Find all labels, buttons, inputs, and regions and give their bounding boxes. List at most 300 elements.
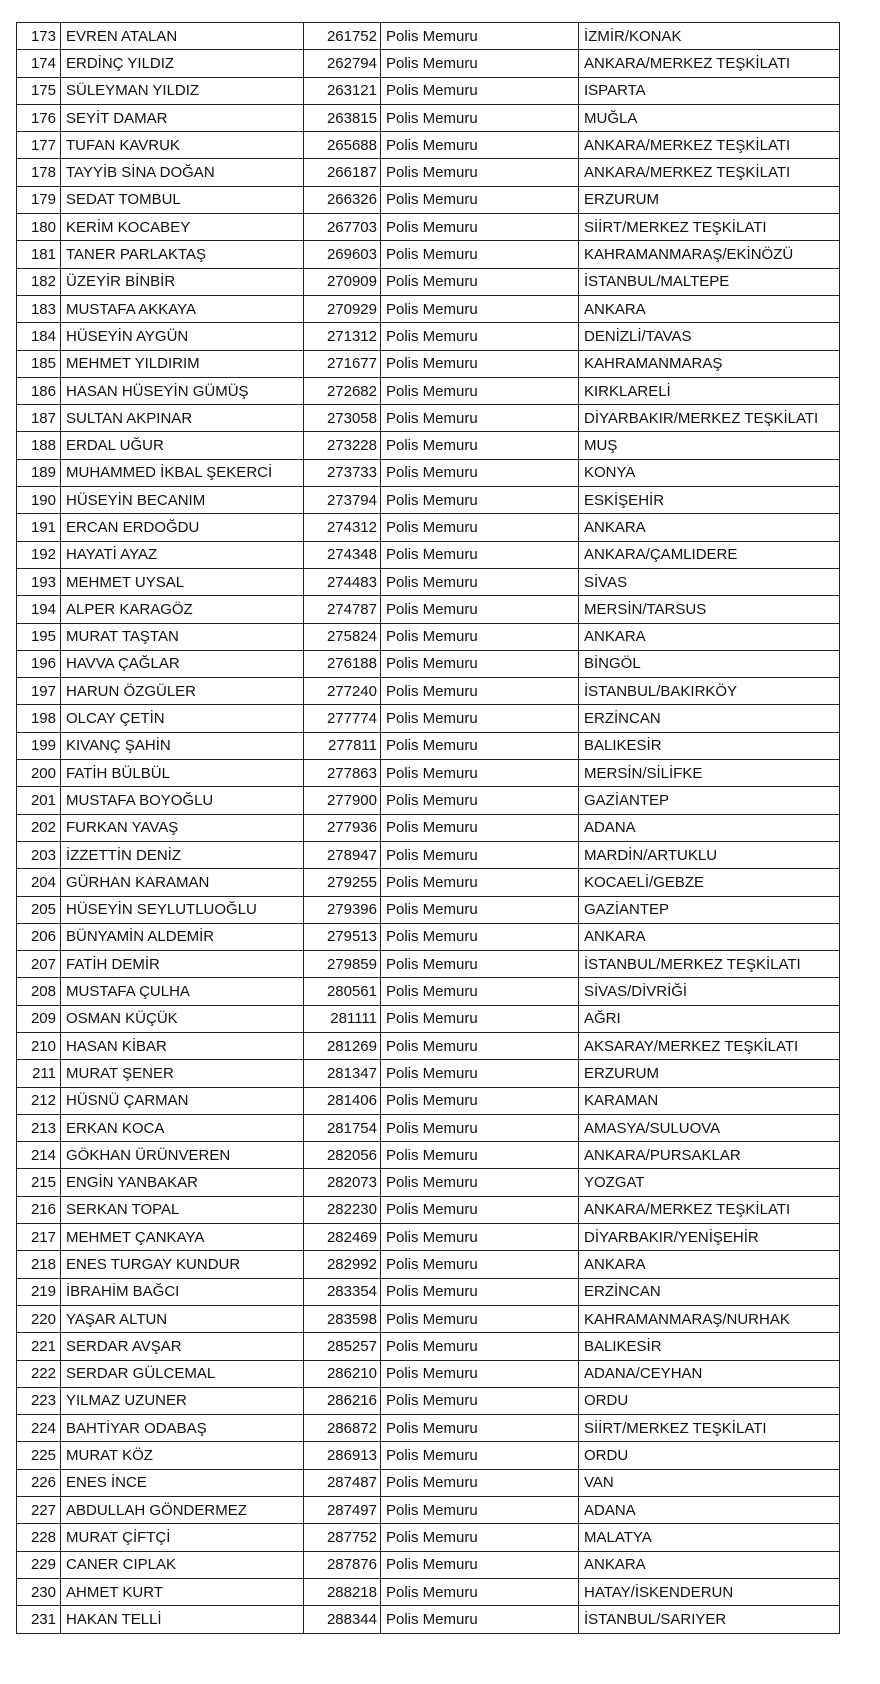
registry-number-cell: 282073	[304, 1169, 381, 1196]
rank-cell: Polis Memuru	[381, 1360, 579, 1387]
registry-number-cell: 265688	[304, 132, 381, 159]
full-name-cell: MEHMET UYSAL	[61, 568, 304, 595]
registry-number-cell: 280561	[304, 978, 381, 1005]
row-number-cell: 231	[17, 1606, 61, 1633]
full-name-cell: MURAT ÇİFTÇİ	[61, 1524, 304, 1551]
unit-cell: MUŞ	[579, 432, 840, 459]
unit-cell: ISPARTA	[579, 77, 840, 104]
registry-number-cell: 277863	[304, 760, 381, 787]
full-name-cell: ALPER KARAGÖZ	[61, 596, 304, 623]
unit-cell: İZMİR/KONAK	[579, 23, 840, 50]
rank-cell: Polis Memuru	[381, 405, 579, 432]
rank-cell: Polis Memuru	[381, 1005, 579, 1032]
table-row	[17, 77, 840, 104]
rank-cell: Polis Memuru	[381, 295, 579, 322]
unit-cell: AKSARAY/MERKEZ TEŞKİLATI	[579, 1032, 840, 1059]
row-number-cell: 182	[17, 268, 61, 295]
full-name-cell: EVREN ATALAN	[61, 23, 304, 50]
unit-cell: AĞRI	[579, 1005, 840, 1032]
table-row	[17, 459, 840, 486]
table-row	[17, 186, 840, 213]
full-name-cell: OLCAY ÇETİN	[61, 705, 304, 732]
rank-cell: Polis Memuru	[381, 623, 579, 650]
rank-cell: Polis Memuru	[381, 1333, 579, 1360]
full-name-cell: HAYATİ AYAZ	[61, 541, 304, 568]
full-name-cell: OSMAN KÜÇÜK	[61, 1005, 304, 1032]
full-name-cell: CANER CIPLAK	[61, 1551, 304, 1578]
rank-cell: Polis Memuru	[381, 814, 579, 841]
rank-cell: Polis Memuru	[381, 869, 579, 896]
table-row	[17, 1305, 840, 1332]
row-number-cell: 186	[17, 377, 61, 404]
rank-cell: Polis Memuru	[381, 514, 579, 541]
rank-cell: Polis Memuru	[381, 732, 579, 759]
full-name-cell: MURAT TAŞTAN	[61, 623, 304, 650]
unit-cell: ANKARA/MERKEZ TEŞKİLATI	[579, 50, 840, 77]
unit-cell: ANKARA	[579, 923, 840, 950]
row-number-cell: 173	[17, 23, 61, 50]
registry-number-cell: 270909	[304, 268, 381, 295]
registry-number-cell: 278947	[304, 841, 381, 868]
rank-cell: Polis Memuru	[381, 1169, 579, 1196]
row-number-cell: 177	[17, 132, 61, 159]
unit-cell: VAN	[579, 1469, 840, 1496]
full-name-cell: TUFAN KAVRUK	[61, 132, 304, 159]
row-number-cell: 215	[17, 1169, 61, 1196]
full-name-cell: HÜSEYİN SEYLUTLUOĞLU	[61, 896, 304, 923]
table-row	[17, 1415, 840, 1442]
unit-cell: ORDU	[579, 1442, 840, 1469]
row-number-cell: 204	[17, 869, 61, 896]
registry-number-cell: 266326	[304, 186, 381, 213]
row-number-cell: 225	[17, 1442, 61, 1469]
full-name-cell: ERCAN ERDOĞDU	[61, 514, 304, 541]
full-name-cell: MUSTAFA ÇULHA	[61, 978, 304, 1005]
rank-cell: Polis Memuru	[381, 705, 579, 732]
row-number-cell: 226	[17, 1469, 61, 1496]
full-name-cell: ERDAL UĞUR	[61, 432, 304, 459]
table-row	[17, 1524, 840, 1551]
unit-cell: KIRKLARELİ	[579, 377, 840, 404]
row-number-cell: 222	[17, 1360, 61, 1387]
registry-number-cell: 282469	[304, 1224, 381, 1251]
rank-cell: Polis Memuru	[381, 787, 579, 814]
registry-number-cell: 281111	[304, 1005, 381, 1032]
registry-number-cell: 277811	[304, 732, 381, 759]
full-name-cell: KERİM KOCABEY	[61, 214, 304, 241]
rank-cell: Polis Memuru	[381, 132, 579, 159]
registry-number-cell: 279396	[304, 896, 381, 923]
full-name-cell: MURAT ŞENER	[61, 1060, 304, 1087]
table-row	[17, 896, 840, 923]
full-name-cell: ERKAN KOCA	[61, 1114, 304, 1141]
row-number-cell: 174	[17, 50, 61, 77]
table-row	[17, 104, 840, 131]
table-row	[17, 1087, 840, 1114]
full-name-cell: BÜNYAMİN ALDEMİR	[61, 923, 304, 950]
unit-cell: ERZİNCAN	[579, 705, 840, 732]
rank-cell: Polis Memuru	[381, 487, 579, 514]
full-name-cell: HÜSNÜ ÇARMAN	[61, 1087, 304, 1114]
full-name-cell: TAYYİB SİNA DOĞAN	[61, 159, 304, 186]
row-number-cell: 205	[17, 896, 61, 923]
registry-number-cell: 283598	[304, 1305, 381, 1332]
rank-cell: Polis Memuru	[381, 896, 579, 923]
row-number-cell: 199	[17, 732, 61, 759]
registry-number-cell: 277240	[304, 678, 381, 705]
rank-cell: Polis Memuru	[381, 1087, 579, 1114]
unit-cell: ANKARA	[579, 514, 840, 541]
rank-cell: Polis Memuru	[381, 459, 579, 486]
rank-cell: Polis Memuru	[381, 951, 579, 978]
unit-cell: YOZGAT	[579, 1169, 840, 1196]
rank-cell: Polis Memuru	[381, 1278, 579, 1305]
full-name-cell: MUSTAFA BOYOĞLU	[61, 787, 304, 814]
unit-cell: ANKARA	[579, 623, 840, 650]
registry-number-cell: 282056	[304, 1142, 381, 1169]
row-number-cell: 196	[17, 650, 61, 677]
table-row	[17, 1578, 840, 1605]
full-name-cell: ENGİN YANBAKAR	[61, 1169, 304, 1196]
table-row	[17, 514, 840, 541]
table-row	[17, 487, 840, 514]
registry-number-cell: 277774	[304, 705, 381, 732]
full-name-cell: SULTAN AKPINAR	[61, 405, 304, 432]
unit-cell: ADANA	[579, 814, 840, 841]
table-row	[17, 623, 840, 650]
row-number-cell: 218	[17, 1251, 61, 1278]
table-row	[17, 1360, 840, 1387]
unit-cell: ANKARA	[579, 1551, 840, 1578]
registry-number-cell: 263121	[304, 77, 381, 104]
unit-cell: SİVAS	[579, 568, 840, 595]
rank-cell: Polis Memuru	[381, 1442, 579, 1469]
unit-cell: ANKARA/MERKEZ TEŞKİLATI	[579, 159, 840, 186]
full-name-cell: AHMET KURT	[61, 1578, 304, 1605]
table-row	[17, 1142, 840, 1169]
table-row	[17, 1060, 840, 1087]
unit-cell: DİYARBAKIR/YENİŞEHİR	[579, 1224, 840, 1251]
registry-number-cell: 285257	[304, 1333, 381, 1360]
registry-number-cell: 274312	[304, 514, 381, 541]
registry-number-cell: 288218	[304, 1578, 381, 1605]
table-row	[17, 23, 840, 50]
rank-cell: Polis Memuru	[381, 159, 579, 186]
table-row	[17, 1278, 840, 1305]
row-number-cell: 221	[17, 1333, 61, 1360]
rank-cell: Polis Memuru	[381, 1551, 579, 1578]
unit-cell: MERSİN/TARSUS	[579, 596, 840, 623]
full-name-cell: ERDİNÇ YILDIZ	[61, 50, 304, 77]
registry-number-cell: 287497	[304, 1497, 381, 1524]
personnel-table	[16, 22, 840, 1634]
table-row	[17, 1469, 840, 1496]
registry-number-cell: 271677	[304, 350, 381, 377]
table-row	[17, 1196, 840, 1223]
rank-cell: Polis Memuru	[381, 50, 579, 77]
row-number-cell: 193	[17, 568, 61, 595]
table-row	[17, 978, 840, 1005]
row-number-cell: 189	[17, 459, 61, 486]
row-number-cell: 214	[17, 1142, 61, 1169]
row-number-cell: 190	[17, 487, 61, 514]
full-name-cell: HÜSEYİN BECANIM	[61, 487, 304, 514]
rank-cell: Polis Memuru	[381, 1469, 579, 1496]
full-name-cell: SÜLEYMAN YILDIZ	[61, 77, 304, 104]
rank-cell: Polis Memuru	[381, 1578, 579, 1605]
row-number-cell: 208	[17, 978, 61, 1005]
rank-cell: Polis Memuru	[381, 568, 579, 595]
row-number-cell: 211	[17, 1060, 61, 1087]
rank-cell: Polis Memuru	[381, 978, 579, 1005]
unit-cell: MUĞLA	[579, 104, 840, 131]
table-row	[17, 1251, 840, 1278]
unit-cell: GAZİANTEP	[579, 787, 840, 814]
rank-cell: Polis Memuru	[381, 77, 579, 104]
unit-cell: ANKARA/PURSAKLAR	[579, 1142, 840, 1169]
rank-cell: Polis Memuru	[381, 1224, 579, 1251]
table-row	[17, 377, 840, 404]
rank-cell: Polis Memuru	[381, 104, 579, 131]
unit-cell: ANKARA/ÇAMLIDERE	[579, 541, 840, 568]
row-number-cell: 212	[17, 1087, 61, 1114]
registry-number-cell: 273058	[304, 405, 381, 432]
full-name-cell: FURKAN YAVAŞ	[61, 814, 304, 841]
row-number-cell: 203	[17, 841, 61, 868]
registry-number-cell: 279513	[304, 923, 381, 950]
row-number-cell: 216	[17, 1196, 61, 1223]
table-row	[17, 1497, 840, 1524]
table-row	[17, 1169, 840, 1196]
full-name-cell: MUHAMMED İKBAL ŞEKERCİ	[61, 459, 304, 486]
unit-cell: İSTANBUL/SARIYER	[579, 1606, 840, 1633]
row-number-cell: 188	[17, 432, 61, 459]
full-name-cell: SERDAR AVŞAR	[61, 1333, 304, 1360]
row-number-cell: 183	[17, 295, 61, 322]
rank-cell: Polis Memuru	[381, 1524, 579, 1551]
registry-number-cell: 288344	[304, 1606, 381, 1633]
table-row	[17, 214, 840, 241]
table-row	[17, 760, 840, 787]
unit-cell: İSTANBUL/MERKEZ TEŞKİLATI	[579, 951, 840, 978]
table-row	[17, 1032, 840, 1059]
unit-cell: DENİZLİ/TAVAS	[579, 323, 840, 350]
row-number-cell: 229	[17, 1551, 61, 1578]
unit-cell: AMASYA/SULUOVA	[579, 1114, 840, 1141]
rank-cell: Polis Memuru	[381, 377, 579, 404]
unit-cell: ERZURUM	[579, 186, 840, 213]
registry-number-cell: 261752	[304, 23, 381, 50]
table-row	[17, 350, 840, 377]
rank-cell: Polis Memuru	[381, 923, 579, 950]
rank-cell: Polis Memuru	[381, 268, 579, 295]
rank-cell: Polis Memuru	[381, 1251, 579, 1278]
rank-cell: Polis Memuru	[381, 241, 579, 268]
full-name-cell: MEHMET ÇANKAYA	[61, 1224, 304, 1251]
row-number-cell: 202	[17, 814, 61, 841]
table-row	[17, 869, 840, 896]
full-name-cell: HASAN KİBAR	[61, 1032, 304, 1059]
full-name-cell: FATİH BÜLBÜL	[61, 760, 304, 787]
row-number-cell: 213	[17, 1114, 61, 1141]
table-row	[17, 1442, 840, 1469]
table-row	[17, 841, 840, 868]
unit-cell: GAZİANTEP	[579, 896, 840, 923]
unit-cell: KAHRAMANMARAŞ/NURHAK	[579, 1305, 840, 1332]
full-name-cell: FATİH DEMİR	[61, 951, 304, 978]
unit-cell: ESKİŞEHİR	[579, 487, 840, 514]
unit-cell: ADANA	[579, 1497, 840, 1524]
table-row	[17, 814, 840, 841]
unit-cell: HATAY/İSKENDERUN	[579, 1578, 840, 1605]
table-row	[17, 1387, 840, 1414]
registry-number-cell: 267703	[304, 214, 381, 241]
full-name-cell: GÜRHAN KARAMAN	[61, 869, 304, 896]
row-number-cell: 184	[17, 323, 61, 350]
full-name-cell: ÜZEYİR BİNBİR	[61, 268, 304, 295]
rank-cell: Polis Memuru	[381, 323, 579, 350]
table-row	[17, 650, 840, 677]
row-number-cell: 210	[17, 1032, 61, 1059]
table-row	[17, 568, 840, 595]
row-number-cell: 176	[17, 104, 61, 131]
row-number-cell: 185	[17, 350, 61, 377]
rank-cell: Polis Memuru	[381, 1114, 579, 1141]
table-row	[17, 295, 840, 322]
registry-number-cell: 275824	[304, 623, 381, 650]
registry-number-cell: 286210	[304, 1360, 381, 1387]
row-number-cell: 187	[17, 405, 61, 432]
registry-number-cell: 286872	[304, 1415, 381, 1442]
row-number-cell: 191	[17, 514, 61, 541]
row-number-cell: 178	[17, 159, 61, 186]
table-row	[17, 678, 840, 705]
registry-number-cell: 283354	[304, 1278, 381, 1305]
full-name-cell: MUSTAFA AKKAYA	[61, 295, 304, 322]
unit-cell: KAHRAMANMARAŞ/EKİNÖZÜ	[579, 241, 840, 268]
table-body	[17, 23, 840, 1634]
registry-number-cell: 281754	[304, 1114, 381, 1141]
rank-cell: Polis Memuru	[381, 1415, 579, 1442]
row-number-cell: 207	[17, 951, 61, 978]
unit-cell: ERZİNCAN	[579, 1278, 840, 1305]
rank-cell: Polis Memuru	[381, 1497, 579, 1524]
unit-cell: MARDİN/ARTUKLU	[579, 841, 840, 868]
rank-cell: Polis Memuru	[381, 678, 579, 705]
table-row	[17, 1114, 840, 1141]
full-name-cell: HAKAN TELLİ	[61, 1606, 304, 1633]
row-number-cell: 175	[17, 77, 61, 104]
rank-cell: Polis Memuru	[381, 1196, 579, 1223]
row-number-cell: 197	[17, 678, 61, 705]
registry-number-cell: 281269	[304, 1032, 381, 1059]
unit-cell: MERSİN/SİLİFKE	[579, 760, 840, 787]
unit-cell: ANKARA	[579, 1251, 840, 1278]
table-row	[17, 951, 840, 978]
unit-cell: KOCAELİ/GEBZE	[579, 869, 840, 896]
registry-number-cell: 274787	[304, 596, 381, 623]
row-number-cell: 217	[17, 1224, 61, 1251]
full-name-cell: SEDAT TOMBUL	[61, 186, 304, 213]
full-name-cell: İZZETTİN DENİZ	[61, 841, 304, 868]
registry-number-cell: 270929	[304, 295, 381, 322]
full-name-cell: BAHTİYAR ODABAŞ	[61, 1415, 304, 1442]
registry-number-cell: 273794	[304, 487, 381, 514]
row-number-cell: 209	[17, 1005, 61, 1032]
registry-number-cell: 287876	[304, 1551, 381, 1578]
full-name-cell: HAVVA ÇAĞLAR	[61, 650, 304, 677]
unit-cell: ADANA/CEYHAN	[579, 1360, 840, 1387]
registry-number-cell: 271312	[304, 323, 381, 350]
row-number-cell: 194	[17, 596, 61, 623]
registry-number-cell: 266187	[304, 159, 381, 186]
registry-number-cell: 282992	[304, 1251, 381, 1278]
table-row	[17, 432, 840, 459]
rank-cell: Polis Memuru	[381, 350, 579, 377]
full-name-cell: ENES İNCE	[61, 1469, 304, 1496]
unit-cell: SİİRT/MERKEZ TEŞKİLATI	[579, 1415, 840, 1442]
full-name-cell: GÖKHAN ÜRÜNVEREN	[61, 1142, 304, 1169]
unit-cell: BİNGÖL	[579, 650, 840, 677]
registry-number-cell: 263815	[304, 104, 381, 131]
unit-cell: DİYARBAKIR/MERKEZ TEŞKİLATI	[579, 405, 840, 432]
full-name-cell: MURAT KÖZ	[61, 1442, 304, 1469]
unit-cell: ANKARA/MERKEZ TEŞKİLATI	[579, 132, 840, 159]
rank-cell: Polis Memuru	[381, 650, 579, 677]
table-row	[17, 323, 840, 350]
full-name-cell: HASAN HÜSEYİN GÜMÜŞ	[61, 377, 304, 404]
registry-number-cell: 273733	[304, 459, 381, 486]
registry-number-cell: 274348	[304, 541, 381, 568]
rank-cell: Polis Memuru	[381, 760, 579, 787]
registry-number-cell: 277900	[304, 787, 381, 814]
row-number-cell: 195	[17, 623, 61, 650]
table-row	[17, 1606, 840, 1633]
unit-cell: ANKARA/MERKEZ TEŞKİLATI	[579, 1196, 840, 1223]
row-number-cell: 224	[17, 1415, 61, 1442]
full-name-cell: MEHMET YILDIRIM	[61, 350, 304, 377]
table-row	[17, 405, 840, 432]
unit-cell: KAHRAMANMARAŞ	[579, 350, 840, 377]
full-name-cell: SEYİT DAMAR	[61, 104, 304, 131]
full-name-cell: SERDAR GÜLCEMAL	[61, 1360, 304, 1387]
full-name-cell: ENES TURGAY KUNDUR	[61, 1251, 304, 1278]
unit-cell: SİİRT/MERKEZ TEŞKİLATI	[579, 214, 840, 241]
unit-cell: KARAMAN	[579, 1087, 840, 1114]
rank-cell: Polis Memuru	[381, 541, 579, 568]
full-name-cell: YAŞAR ALTUN	[61, 1305, 304, 1332]
unit-cell: ANKARA	[579, 295, 840, 322]
table-row	[17, 50, 840, 77]
registry-number-cell: 282230	[304, 1196, 381, 1223]
unit-cell: BALIKESİR	[579, 1333, 840, 1360]
unit-cell: ORDU	[579, 1387, 840, 1414]
table-row	[17, 596, 840, 623]
table-row	[17, 1333, 840, 1360]
row-number-cell: 227	[17, 1497, 61, 1524]
registry-number-cell: 277936	[304, 814, 381, 841]
full-name-cell: HÜSEYİN AYGÜN	[61, 323, 304, 350]
registry-number-cell: 273228	[304, 432, 381, 459]
registry-number-cell: 281347	[304, 1060, 381, 1087]
unit-cell: KONYA	[579, 459, 840, 486]
row-number-cell: 198	[17, 705, 61, 732]
table-row	[17, 241, 840, 268]
row-number-cell: 220	[17, 1305, 61, 1332]
rank-cell: Polis Memuru	[381, 841, 579, 868]
full-name-cell: TANER PARLAKTAŞ	[61, 241, 304, 268]
rank-cell: Polis Memuru	[381, 1305, 579, 1332]
